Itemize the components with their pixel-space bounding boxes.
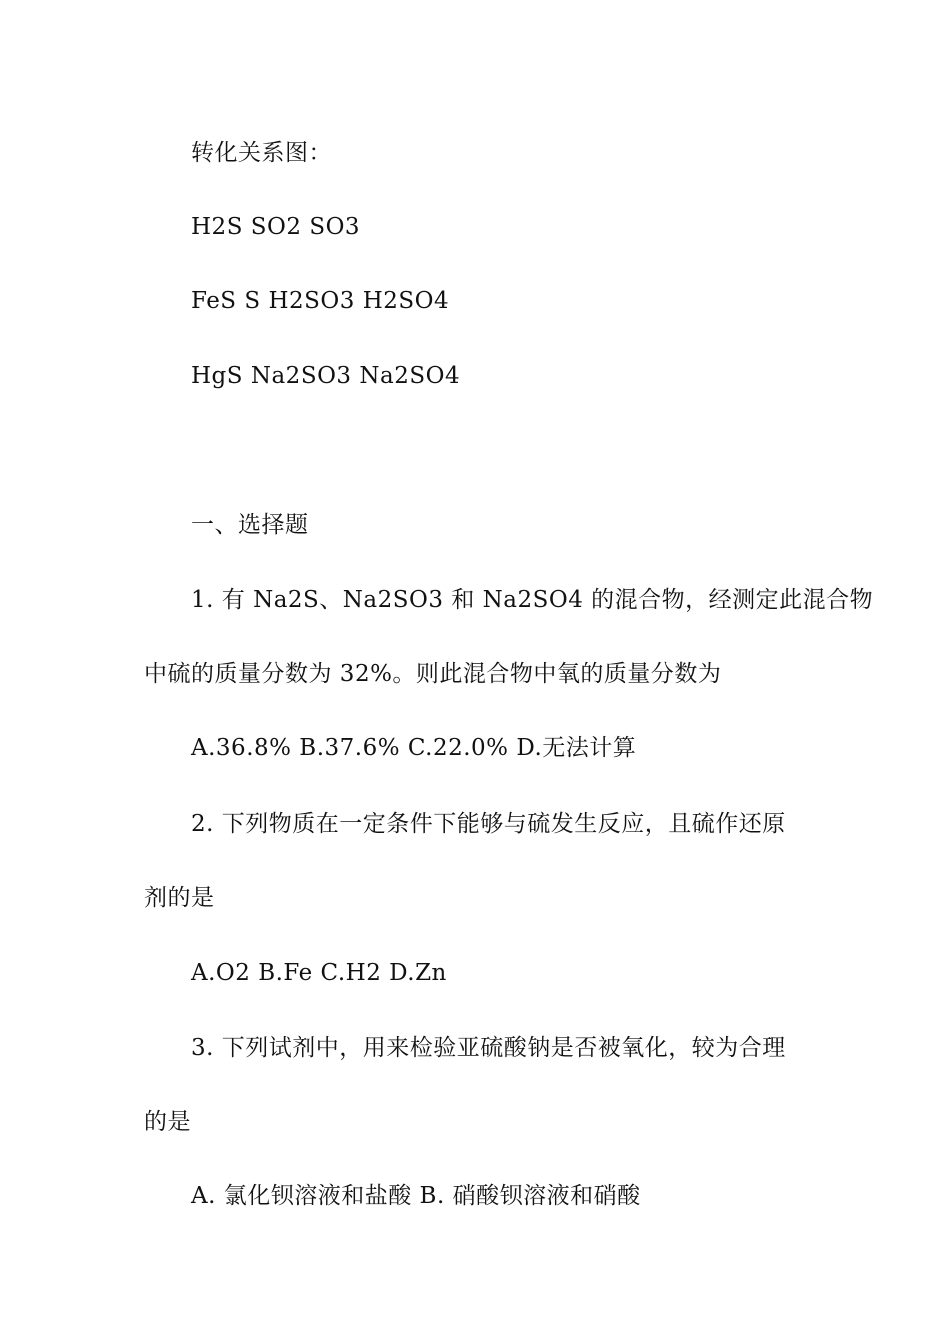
- question-1-options: A.36.8% B.37.6% C.22.0% D.无法计算: [191, 735, 637, 761]
- question-1-line-1: 1. 有 Na2S、Na2SO3 和 Na2SO4 的混合物，经测定此混合物: [191, 587, 874, 613]
- question-2-line-1: 2. 下列物质在一定条件下能够与硫发生反应，且硫作还原: [191, 811, 786, 837]
- conversion-row-2: FeS S H2SO3 H2SO4: [191, 288, 450, 314]
- question-3-line-2: 的是: [144, 1109, 191, 1135]
- conversion-row-1: H2S SO2 SO3: [191, 214, 361, 240]
- section-title: 一、选择题: [191, 512, 309, 538]
- question-2-options: A.O2 B.Fe C.H2 D.Zn: [191, 960, 447, 986]
- question-1-line-2: 中硫的质量分数为 32%。则此混合物中氧的质量分数为: [144, 661, 722, 687]
- question-3-line-1: 3. 下列试剂中，用来检验亚硫酸钠是否被氧化，较为合理: [191, 1035, 786, 1061]
- conversion-heading: 转化关系图：: [191, 140, 332, 166]
- conversion-row-3: HgS Na2SO3 Na2SO4: [191, 363, 461, 389]
- question-2-line-2: 剂的是: [144, 885, 215, 911]
- question-3-options: A. 氯化钡溶液和盐酸 B. 硝酸钡溶液和硝酸: [191, 1183, 641, 1209]
